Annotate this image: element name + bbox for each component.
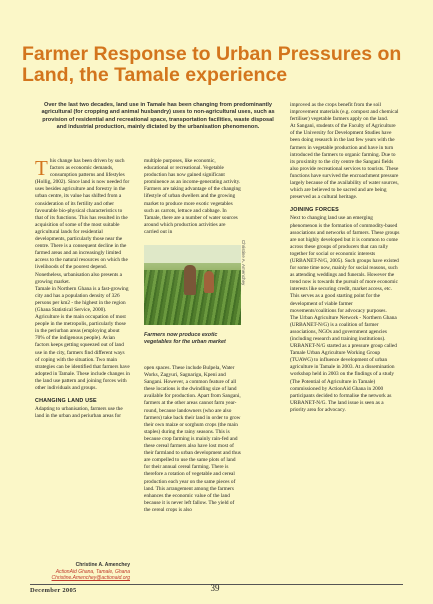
drop-cap: T: [35, 156, 48, 180]
author-affiliation: ActionAid Ghana, Tamale, Ghana: [55, 568, 130, 575]
photo-caption: Farmers now produce exotic vegetables for the urban market: [144, 332, 226, 345]
photo-farmer: [204, 271, 214, 293]
page-number: 39: [210, 583, 220, 593]
photo-sky: [144, 245, 241, 263]
paragraph: The Urban Agriculture Network - Northern Ghana (URBANET-N/G) is a coalition of farmer associations, NGOs and government agencies (including research and training institutions). URBANET-N/G started as a pressure group called Tamale Urban Agriculture Working Group (TUAWG) to influence development of urban agriculture in Tamale in 2003. At a dissemination workshop held in 2003 on the findings of a study (The Potential of Agriculture in Tamale) commissioned by ActionAid Ghana in 2000 participants decided to formalise the network as URBANET-N/G. The land issue is seen as a priority area for advocacy.: [290, 314, 397, 413]
paragraph: Next to changing land use an emerging phenomenon is the formation of commodity-based associations and networks of farmers. These groups are not highly developed but it is common to come across these groups of producers that can rally together for social or economic interests (URBANET-N/G, 2005). Such groups have existed for some time now, mainly for social reasons, such as attending weddings and funerals. However the trend now is towards the pursuit of more economic interests like securing credit, market access, etc. This serves as a good starting point for the development of viable farmer movements/coalitions for advocacy purposes.: [290, 215, 400, 314]
paragraph: open spaces. These include Bulpela, Water Works, Zagyuri, Sagnarigu, Kpeni and Sangani. However, a common feature of all these locations is the dwindling size of land available for production. Apart from Sangani, farmers at the other areas cannot farm year-round, because landowners (who are also farmers) take back their land in order to grow their own maize or sorghum crops (the main staples) during the rainy seasons. This is because crop farming is mainly rain-fed and these cereal farmers also have lost most of their farmland to urban development and thus are compelled to use the same plots of land for their annual cereal farming. There is therefore a rotation of vegetable and cereal production each year on the same pieces of land. This arrangement among the farmers enhances the economic value of the land because it is never left fallow. The yield of the cereal crops is also: [144, 365, 241, 513]
photo-farmer: [184, 265, 196, 295]
paragraph: Adapting to urbanisation, farmers use the land in the urban and periurban areas for: [35, 406, 123, 420]
paragraph: his change has been driven by such factors as economic demands, consumption patterns and lifestyles (Hollig, 2002). Since land is now needed for uses besides agriculture and forestry in the urban centre, its value has shifted from a consideration of its fertility and other favourable bio-physical characteristics to that of its functions. This has resulted in the acquisition of some of the most suitable agricultural lands for residential developments, particularly those near the centre. There is a consequent decline in the farmed areas and an increasingly limited access to the natural resources on which the livelihoods of the poorest depend. Nonetheless, urbanisation also presents a growing market.: [35, 158, 130, 285]
paragraph: Tamale in Northern Ghana is a fast-growing city and has a population density of 326 persons per km2 - the highest in the region (Ghana Statistical Service, 2000). Agriculture is the main occupation of most people in the metropolis, particularly those in the periurban areas (employing about 70% of the indigenous people). Avian factors keeps getting squeezed out of land use in the city, farmers find different ways of coping with the situation. Two main strategies can be identified that farmers have adopted in Tamale. These include changes in the land use pattern and joining forces with other individuals and groups.: [35, 285, 130, 391]
section-heading-joining-forces: JOINING FORCES: [290, 207, 339, 214]
paragraph: multiple purposes, like economic, educational or recreational. Vegetable production has now gained significant prominence as an income-generating activity. Farmers are taking advantage of the changing lifestyle of urban dwellers and the growing market to produce more exotic vegetables such as carrots, lettuce and cabbage. In Tamale, there are a number of water sources around which production activities are carried out in: [144, 158, 241, 235]
column-2-bottom: [144, 365, 241, 514]
section-heading-changing-land-use: CHANGING LAND USE: [35, 398, 97, 405]
vegetable-field-photo: [144, 245, 241, 325]
author-name: Christine A. Amenchey: [75, 562, 130, 568]
author-block: [30, 562, 130, 582]
author-email-link[interactable]: Christine.Amenchey@actionaid.org: [51, 575, 130, 581]
article-title: Farmer Response to Urban Pressures on Land, the Tamale experience: [22, 43, 402, 86]
column-3: [290, 102, 400, 414]
column-2-top: [144, 158, 241, 236]
issue-date: December 2005: [30, 587, 77, 594]
photo-credit: Christine A. Amenchey: [241, 240, 246, 286]
article-abstract: Over the last two decades, land use in Tamale has been changing from predominantly agricultural (for cropping and animal husbandry) uses to non-agricultural uses, such as provision of residential and recreational space, transportation facilities, waste disposal and industrial production, mainly dictated by the urbanisation phenomenon.: [41, 102, 275, 130]
paragraph: improved as the crops benefit from the soil improvement materials (e.g. compost and chemical fertiliser) vegetable farmers apply on the land.: [290, 102, 399, 123]
paragraph: At Sangani, students of the Faculty of Agriculture of the University for Development Studies have been doing research in the last few years with the farmers in vegetable production and have in turn introduced the farmers to organic farming. Due to its proximity to the city centre the Sangani fields also provide recreational services to tourists. These functions have survived the encroachment pressure largely because of the availability of water sources, which are believed to be sacred and are being preserved as a cultural heritage.: [290, 123, 399, 201]
column-1: [35, 158, 130, 420]
